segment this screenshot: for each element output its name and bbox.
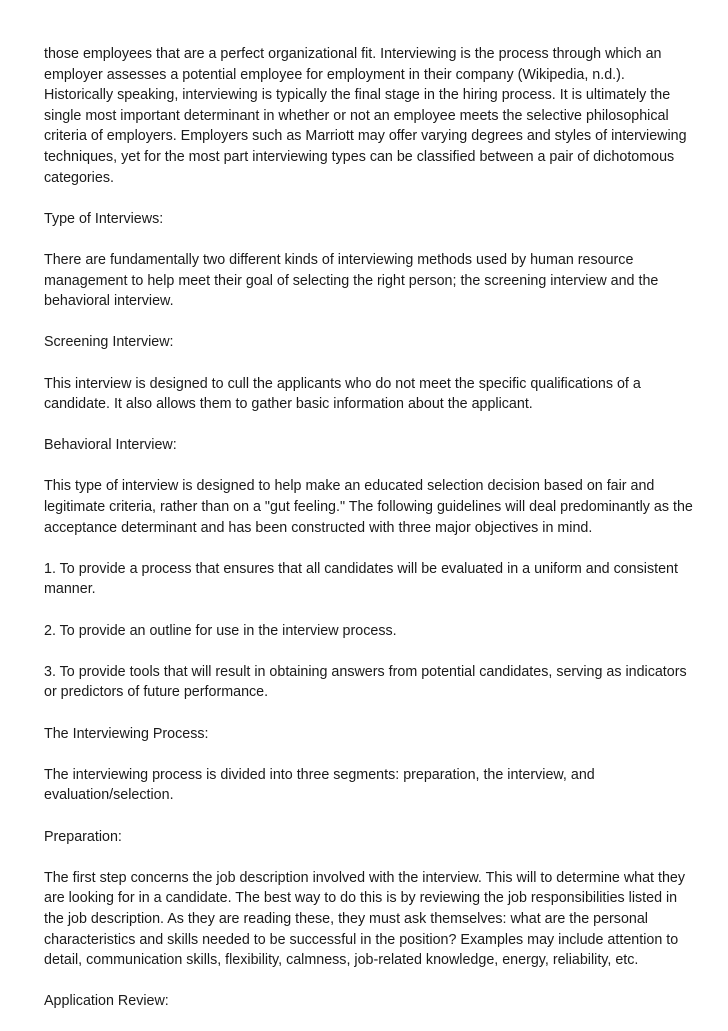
paragraph-preparation: The first step concerns the job description involved with the interview. This will to determine what they are looking for in a candidate. The best way to do this is by reviewing the job responsibilities listed in the job description. As they are reading these, they must ask themselves: what are the personal characteristics and skills needed to be successful in the position? Examples may include attention to detail, communication skills, flexibility, calmness, job-related knowledge, energy, reliability, etc. — [44, 869, 686, 969]
heading-interviewing-process: The Interviewing Process: — [44, 725, 209, 742]
paragraph-screening-interview: This interview is designed to cull the applicants who do not meet the specific qualifications of a candidate. It also allows them to gather basic information about the applicant. — [44, 375, 641, 413]
document-body — [44, 44, 694, 1012]
list-item-objective-2: 2. To provide an outline for use in the interview process. — [44, 622, 397, 639]
heading-preparation: Preparation: — [44, 828, 122, 845]
heading-screening-interview: Screening Interview: — [44, 334, 174, 351]
paragraph-intro-continued: those employees that are a perfect organizational fit. Interviewing is the process through which an employer assesses a potential employee for employment in their company (Wikipedia, n.d.). Historically speaking, interviewing is typically the final stage in the hiring process. It is ultimately the single most important determinant in whether or not an employee meets the selective philosophical criteria of employers. Employers such as Marriott may offer varying degrees and styles of interviewing techniques, yet for the most part interviewing types can be classified between a pair of dichotomous categories. — [44, 46, 687, 186]
list-item-objective-1: 1. To provide a process that ensures that all candidates will be evaluated in a uniform and consistent manner. — [44, 560, 678, 598]
heading-application-review: Application Review: — [44, 993, 169, 1010]
heading-behavioral-interview: Behavioral Interview: — [44, 437, 177, 454]
list-item-objective-3: 3. To provide tools that will result in obtaining answers from potential candidates, serving as indicators or predictors of future performance. — [44, 663, 687, 701]
paragraph-interviewing-process: The interviewing process is divided into three segments: preparation, the interview, and evaluation/selection. — [44, 766, 595, 804]
paragraph-interview-kinds: There are fundamentally two different kinds of interviewing methods used by human resource management to help meet their goal of selecting the right person; the screening interview and the behavioral interview. — [44, 251, 659, 310]
heading-type-of-interviews: Type of Interviews: — [44, 210, 164, 227]
paragraph-behavioral-interview: This type of interview is designed to help make an educated selection decision based on fair and legitimate criteria, rather than on a "gut feeling." The following guidelines will deal predominantly as the acceptance determinant and has been constructed with three major objectives in mind. — [44, 478, 693, 536]
